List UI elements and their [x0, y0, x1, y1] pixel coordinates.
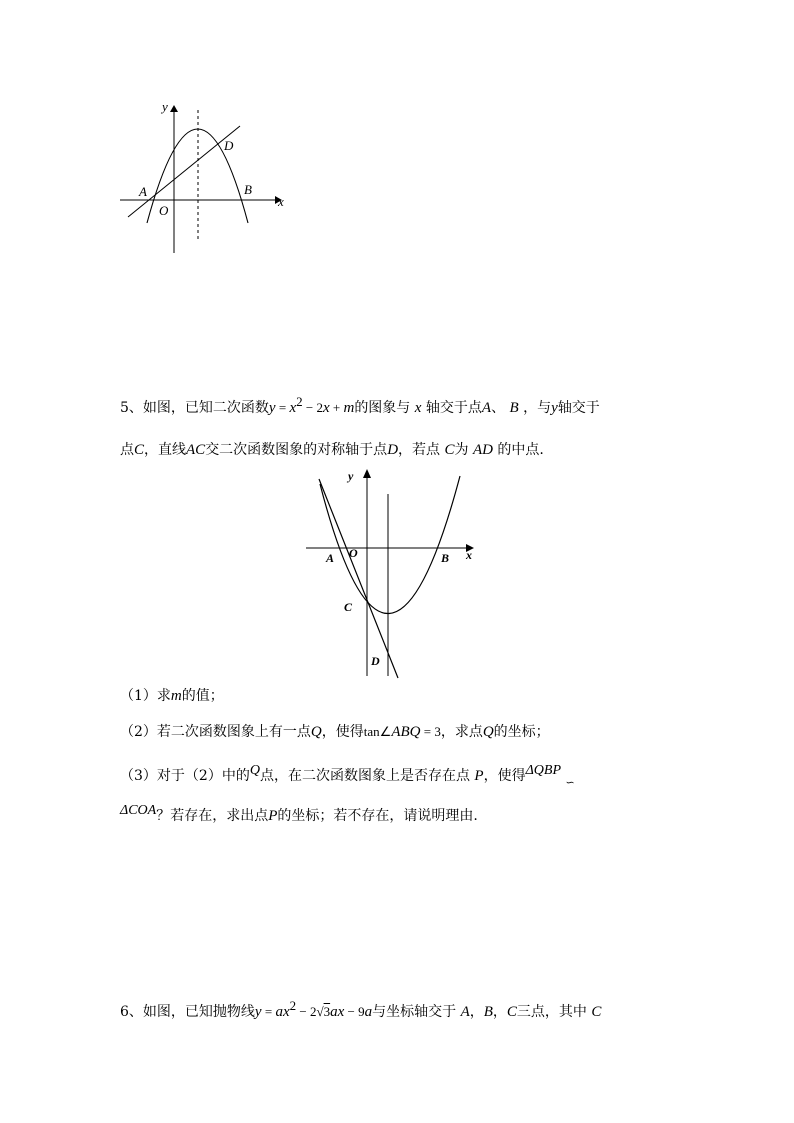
formula-eq3: = 3: [420, 724, 441, 739]
formula-x2: x: [322, 400, 330, 416]
similar-symbol: ∽: [565, 776, 575, 789]
fig2-label-B: B: [441, 551, 450, 565]
formula-3: 3: [323, 1004, 331, 1019]
var-D: D: [387, 442, 399, 458]
var-P2: P: [268, 808, 278, 824]
var-Q: Q: [310, 724, 322, 740]
formula-ax2: ax: [330, 1004, 345, 1020]
var-C2: C: [591, 1004, 602, 1020]
var-x: x: [414, 400, 422, 416]
var-B: B: [483, 1004, 493, 1020]
problem-text: ，若点: [398, 442, 441, 458]
problem-text: 如图，已知抛物线: [142, 1004, 255, 1020]
problem-text: 与坐标轴交于: [372, 1004, 457, 1020]
var-m: m: [170, 688, 182, 704]
problem-number: 6、: [120, 1004, 143, 1020]
question-text: 的值；: [181, 688, 224, 704]
fig2-label-A: A: [326, 551, 335, 565]
fig1-label-B: B: [244, 182, 252, 197]
var-y: y: [551, 400, 558, 416]
problem-text: 的图象与: [354, 400, 411, 416]
question-text: 的坐标；若不存在，请说明理由.: [277, 808, 478, 824]
problem-text: 为: [454, 442, 469, 458]
fig2-label-O: O: [349, 546, 358, 560]
formula-minus: − 2: [296, 1004, 317, 1019]
var-Q: Q: [249, 763, 260, 778]
formula-y: y: [268, 400, 276, 416]
formula-plus: +: [329, 400, 344, 415]
fig2-label-x: x: [466, 548, 472, 562]
problem-number: 5、: [120, 400, 143, 416]
problem-text: 轴交于点: [425, 400, 482, 416]
formula-angle: ∠: [379, 724, 392, 739]
question-2: [120, 722, 550, 742]
formula-m: m: [343, 400, 355, 416]
figure-parabola-2: [300, 464, 485, 684]
problem-text: ，直线: [144, 442, 187, 458]
formula-square: 2: [289, 998, 297, 1013]
question-text: （1）求: [120, 688, 171, 704]
var-B: B: [509, 400, 519, 416]
problem-text: 点: [120, 442, 134, 458]
figure-parabola-1: [110, 95, 300, 260]
problem-text: 如图，已知二次函数: [142, 400, 269, 416]
fig1-label-D: D: [224, 138, 234, 153]
problem5-line2: [120, 440, 544, 460]
problem-text: 三点，其中: [516, 1004, 587, 1020]
fig2-label-D: D: [371, 654, 380, 668]
problem-text: 的中点.: [497, 442, 544, 458]
var-A: A: [460, 1004, 470, 1020]
question-text: （2）若二次函数图象上有一点: [120, 724, 311, 740]
problem-text: 交二次函数图象的对称轴于点: [205, 442, 388, 458]
y-axis-arrow: [363, 469, 371, 478]
var-A: A: [481, 400, 492, 416]
problem-text: ，与: [523, 400, 552, 416]
fig1-label-y: y: [162, 99, 168, 114]
problem5-line1: [120, 394, 600, 418]
var-Q2: Q: [482, 724, 494, 740]
question-text: （3）对于（2）中的: [120, 768, 250, 784]
question-text: ，求点: [440, 724, 483, 740]
var-C: C: [134, 442, 145, 458]
var-AC: AC: [186, 442, 206, 458]
formula-tan: tan: [363, 724, 380, 739]
formula-sqrt: √: [316, 1004, 324, 1019]
question-3-line2: [120, 803, 478, 827]
question-3-line1: [120, 763, 575, 789]
formula-minus9: − 9: [344, 1004, 365, 1019]
question-text: 点，在二次函数图象上是否存在点: [259, 768, 470, 784]
problem6-line1: [120, 998, 602, 1022]
fig1-label-A: A: [139, 184, 147, 199]
question-text: ，使得: [483, 768, 526, 784]
formula-y: y: [254, 1004, 262, 1020]
parabola-curve: [320, 476, 460, 614]
fig1-label-O: O: [159, 203, 169, 218]
problem-text: 、: [491, 400, 506, 416]
var-C: C: [506, 1004, 517, 1020]
formula-minus: − 2: [302, 400, 323, 415]
line-AD: [319, 479, 398, 678]
problem-text: ，: [469, 1004, 484, 1020]
formula-ABQ: ABQ: [391, 724, 421, 740]
formula-square: 2: [296, 394, 303, 409]
problem-text: ，: [492, 1004, 507, 1020]
fig2-label-y: y: [348, 469, 354, 483]
formula-triangle-QBP: ΔQBP: [525, 763, 562, 778]
formula-eq: =: [261, 1004, 276, 1019]
question-text: ？若存在，求出点: [156, 808, 269, 824]
fig1-label-x: x: [278, 194, 284, 209]
var-C2: C: [444, 442, 455, 458]
formula-a: a: [364, 1004, 373, 1020]
problem-text: 轴交于: [557, 400, 600, 416]
question-1: [120, 686, 224, 706]
question-text: 的坐标；: [493, 724, 550, 740]
var-P: P: [474, 768, 484, 784]
question-text: ，使得: [321, 724, 364, 740]
fig2-label-C: C: [344, 600, 353, 614]
formula-x: x: [289, 400, 297, 416]
formula-ax: ax: [275, 1004, 290, 1020]
formula-triangle-COA: ΔCOA: [120, 803, 157, 818]
formula-eq: =: [275, 400, 290, 415]
var-AD: AD: [472, 442, 493, 458]
y-axis-arrow: [170, 105, 178, 112]
